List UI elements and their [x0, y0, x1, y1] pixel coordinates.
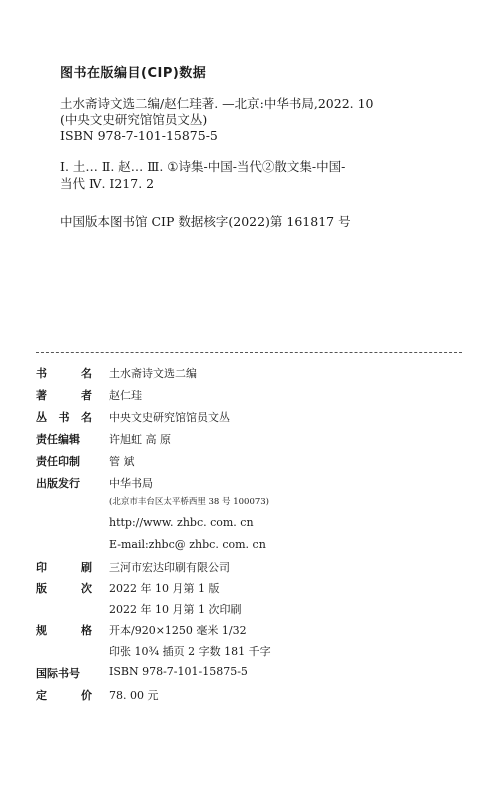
format: 开本/920×1250 毫米 1/32	[109, 624, 247, 637]
isbn-label: 国际书号	[36, 667, 80, 680]
dashed-divider	[36, 352, 462, 353]
editor-label: 责任编辑	[36, 433, 80, 446]
website: http://www. zhbc. com. cn	[109, 516, 254, 529]
publisher-label: 出版发行	[36, 477, 80, 490]
cip-record	[60, 96, 470, 144]
email: E-mail:zhbc@ zhbc. com. cn	[109, 538, 266, 551]
author-label: 著 者	[36, 389, 92, 402]
publisher-address: (北京市丰台区太平桥西里 38 号 100073)	[109, 497, 270, 507]
book-title: 土水斋诗文选二编	[109, 367, 197, 380]
price: 78. 00 元	[109, 689, 159, 702]
edition: 2022 年 10 月第 1 版	[109, 582, 220, 595]
isbn: ISBN 978-7-101-15875-5	[109, 665, 248, 678]
series: 中央文史研究馆馆员文丛	[109, 411, 230, 424]
edition-label: 版 次	[36, 582, 92, 595]
printer: 三河市宏达印刷有限公司	[109, 561, 230, 574]
impression: 2022 年 10 月第 1 次印刷	[109, 603, 242, 616]
sheets: 印张 10¾ 插页 2 字数 181 千字	[109, 645, 271, 658]
printer-label: 印 刷	[36, 561, 92, 574]
editor: 许旭虹 高 原	[109, 433, 171, 446]
cip-record-line-2: (中央文史研究馆馆员文丛)	[60, 112, 208, 127]
cip-isbn-line: ISBN 978-7-101-15875-5	[60, 128, 218, 143]
cip-record-line-1: 土水斋诗文选二编/赵仁珪著. —北京:中华书局,2022. 10	[60, 96, 374, 111]
printing-supervisor-label: 责任印制	[36, 455, 80, 468]
cip-check-number: 中国版本图书馆 CIP 数据核字(2022)第 161817 号	[60, 214, 351, 229]
cip-subject-line-1: Ⅰ. 土… Ⅱ. 赵… Ⅲ. ①诗集-中国-当代②散文集-中国-	[60, 159, 346, 174]
price-label: 定 价	[36, 689, 92, 702]
cip-title: 图书在版编目(CIP)数据	[60, 66, 207, 81]
cip-subject-line-2: 当代 Ⅳ. I217. 2	[60, 176, 155, 191]
format-label: 规 格	[36, 624, 92, 637]
author: 赵仁珪	[109, 389, 142, 402]
printing-supervisor: 管 斌	[109, 455, 135, 468]
publisher: 中华书局	[109, 477, 153, 490]
series-label: 丛 书 名	[36, 411, 92, 424]
cip-subject-classification	[60, 158, 470, 192]
title-label: 书 名	[36, 367, 92, 380]
